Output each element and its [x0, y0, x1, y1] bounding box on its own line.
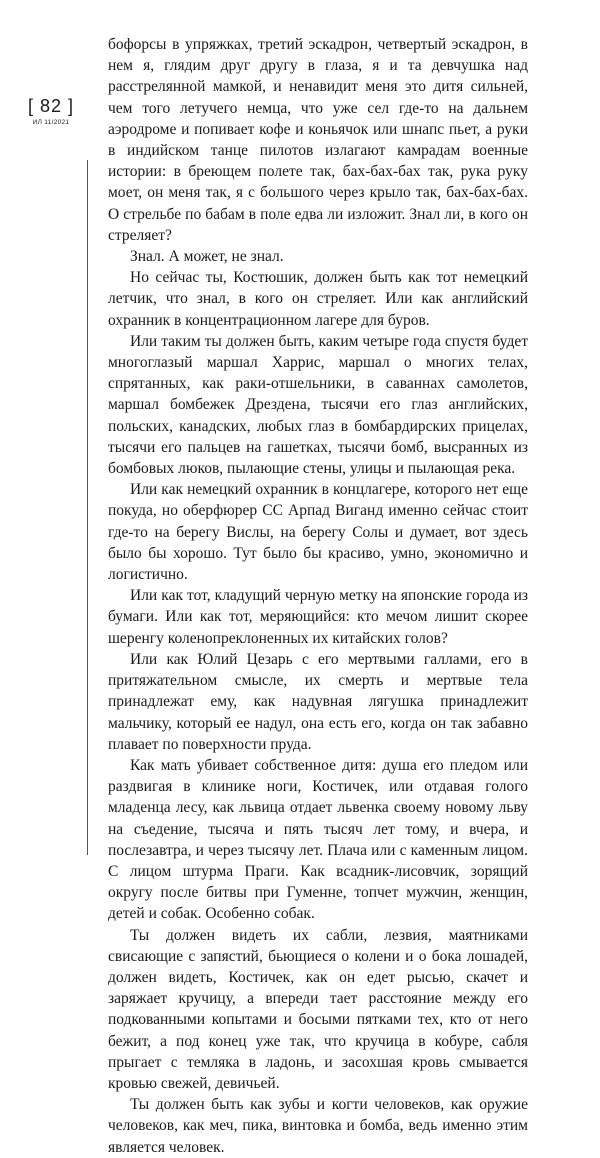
paragraph: Или таким ты должен быть, каким четыре года спустя будет многоглазый маршал Харрис, маршал о многих телах, спрятанных, как раки-отшельники, в саваннах самолетов, маршал бомбежек Дрездена, тысячи его глаз английских, польских, канадских, любых глаз в бомбардирских прицелах, тысячи его пальцев на гашетках, тысячи бомб, высранных из бомбовых люков, пылающие стены, улицы и пылающая река. [108, 332, 528, 478]
paragraph: Ты должен видеть их сабли, лезвия, маятниками свисающие с запястий, бьющиеся о колени и о бока лошадей, должен видеть, Костичек, как он едет рысью, скачет и заряжает кручицу, а впереди тает расстояние между его подкованными копытами и босыми пятками тех, кто от него бежит, а под конец уже так, что кручица в кобуре, сабля прыгает с темляка в ладонь, и засохшая кровь смывается кровью свежей, девичьей. [108, 926, 528, 1092]
paragraph: Или как немецкий охранник в концлагере, которого нет еще покуда, но оберфюрер СС Арпад Виганд именно сейчас стоит где-то на берегу Вислы, на берегу Солы и думает, вот здесь было бы хорошо. Тут было бы красиво, умно, экономично и логистично. [108, 481, 528, 584]
margin-rule [87, 160, 88, 855]
issue-label: ИЛ 11/2021 [32, 119, 70, 126]
paragraph: Как мать убивает собственное дитя: душа его пледом или раздвигая в клинике ноги, Костичек, или отдавая голого младенца лесу, как львица отдает львенка своему новому льву на съедение, тысяча и пять тысяч лет тому, и вчера, и послезавтра, и через тысячу лет. Плача или с каменным лицом. С лицом штурма Праги. Как всадник-лисовчик, зорящий округу после битвы при Гуменне, топчет мужчин, женщин, детей и собак. Особенно собак. [108, 756, 528, 923]
paragraph: бофорсы в упряжках, третий эскадрон, четвертый эскадрон, в нем я, глядим друг другу в глаза, я и та девчушка над расстрелянной мамкой, и ненавидит меня это дитя сильней, чем того летучего немца, что уже сел где-то на дальнем аэродроме и попивает кофе и коньячок или шнапс пьет, а руки в индийском танце пилотов излагают камрадам военные истории: в бреющем полете так, бах-бах-бах так, рука руку моет, он меня так, я с большого через крыло так, бах-бах-бах. О стрельбе по бабам в поле едва ли изложит. Знал ли, в кого он стреляет? [108, 36, 528, 244]
paragraph: Но сейчас ты, Костюшик, должен быть как тот немецкий летчик, что знал, в кого он стреляет. Или как английский охранник в концентрационном лагере для буров. [108, 269, 528, 329]
paragraph: Или как Юлий Цезарь с его мертвыми галлами, его в притяжательном смысле, их смерть и мертвые тела принадлежат ему, как надувная лягушка принадлежит мальчику, который ее надул, она есть его, когда он так забавно плавает по поверхности пруда. [108, 650, 528, 753]
paragraph: Знал. А может, не знал. [130, 248, 284, 266]
page-number: [ 82 ] [27, 96, 75, 116]
paragraph: Или как тот, кладущий черную метку на японские города из бумаги. Или как тот, меряющийся: кто мечом лишит скорее шеренгу коленопреклоненных их китайских голов? [108, 587, 528, 647]
page-number-block [22, 96, 80, 126]
paragraph: Ты должен быть как зубы и когти человеков, как оружие человеков, как меч, пика, винтовка и бомба, ведь именно этим является человек. [108, 1096, 528, 1156]
text-column [108, 34, 528, 1158]
